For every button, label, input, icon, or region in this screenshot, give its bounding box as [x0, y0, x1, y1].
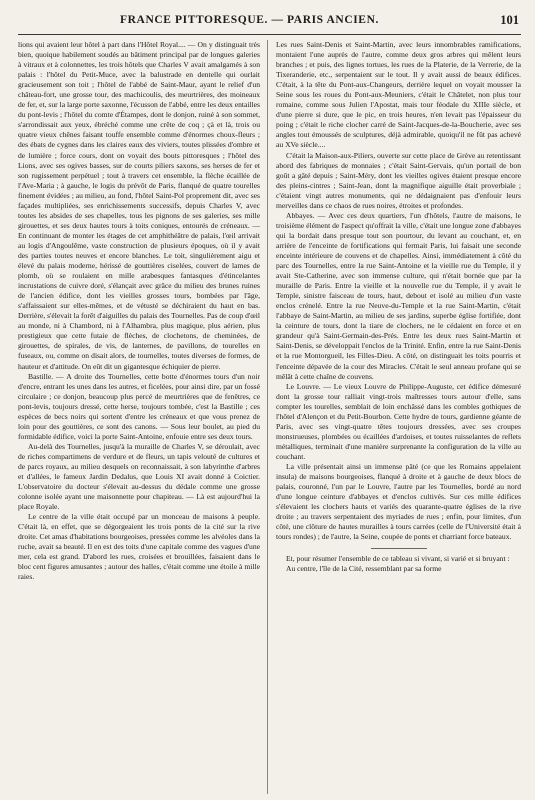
paragraph-bastille: Bastille. — A droite des Tournelles, cette botte d'énormes tours d'un noir d'encre, entrant les unes dans les autres, et ficelées, pour ainsi dire, par un fossé circulaire ; ce donjon, beaucoup plus percé de meurtrières que de fenêtres, ce pont-levis, toujours dressé, cette herse, toujours tombée, c'est la Bastille ; ces espèces de becs noirs qui sortent d'entre les créneaux et que vous prenez de loin pour des gouttières, ce sont des canons. — Sous leur boulet, au pied du formidable édifice, voici la porte Saint-Antoine, enfouie entre ses deux tours.: [18, 371, 260, 441]
running-title: FRANCE PITTORESQUE. — PARIS ANCIEN.: [120, 14, 379, 26]
paragraph-louvre: Le Louvre. — Le vieux Louvre de Philippe-Auguste, cet édifice démesuré dont la grosse tour ralliait vingt-trois maîtresses tours autour d'elle, sans compter les tourelles, semblait de loin enchâssé dans les combles gothiques de l'hôtel d'Alençon et du Petit-Bourbon. Cette hydre de tours, gardienne géante de Paris, avec ses vingt-quatre têtes toujours dressées, avec ses croupes monstrueuses, plombées ou écaillées d'ardoises, et toutes ruisselantes de reflets métalliques, terminait d'une manière surprenante la configuration de la ville au couchant.: [276, 381, 521, 461]
paragraph-streets: Les rues Saint-Denis et Saint-Martin, avec leurs innombrables ramifications, montaient l'une auprès de l'autre, comme deux gros arbres qui mêlent leurs branches ; et puis, des lignes tortues, les rues de la Platerie, de la Verrerie, de la Tixeranderie, etc., serpentaient sur le tout. Il y avait aussi de beaux édifices. C'était, à la tête du Pont-aux-Changeurs, derrière lequel on voyait mousser la Seine sous les roues du Pont-aux-Meuniers, c'était le Châtelet, non plus tour romaine, comme sous Julien l'Apostat, mais tour féodale du XIIIe siècle, et d'une pierre si dure, que le pic, en trois heures, n'en levait pas l'épaisseur du poing ; c'était le riche clocher carré de Saint-Jacques-de-la-Boucherie, avec ses angles tout émoussés de sculptures, déjà admirable, quoiqu'il ne fût pas achevé au XVe siècle....: [276, 40, 521, 150]
paragraph-ile-de-la-cite: Au centre, l'île de la Cité, ressemblant par sa forme: [286, 564, 442, 574]
paragraph-tournelles-gardens: Au-delà des Tournelles, jusqu'à la muraille de Charles V, se déroulait, avec de riches compartimens de verdure et de fleurs, un tapis velouté de cultures et de parcs royaux, au milieu desquels on reconnaissait, à son labyrinthe d'arbres et d'allées, le fameux Jardin Dedalus, que Louis XI avait donné à Coictier. L'observatoire du docteur s'élevait au-dessus du dédale comme une grosse colonne isolée ayant une maisonnette pour chapiteau. — Là est aujourd'hui la place Royale.: [18, 441, 260, 512]
right-column: [276, 40, 521, 796]
paragraph-maison-aux-piliers: C'était la Maison-aux-Piliers, ouverte sur cette place de Grève au retentissant abord des fabriques de monnaies ; c'était Saint-Gervais, qu'un portail de bon goût a gâté depuis ; Saint-Méry, dont les vieilles ogives étaient presque encore des pleins-cintres ; Saint-Jean, dont la magnifique aiguille était proverbiale ; c'étaient vingt autres monuments, qui ne dédaignaient pas d'enfouir leurs merveilles dans ce chaos de rues noires, étroites et profondes.: [276, 150, 521, 210]
paragraph-abbayes: Abbayes. — Avec ces deux quartiers, l'un d'hôtels, l'autre de maisons, le troisième élément de l'aspect qu'offrait la ville, c'était une longue zone d'abbayes qui la bordait dans presque tout son pourtour, du levant au couchant, et, en arrière de l'enceinte de fortifications qui fermait Paris, lui faisait une seconde enceinte intérieure de couvens et de chapelles. Ainsi, immédiatement à côté du parc des Tournelles, entre la rue Saint-Antoine et la vieille rue du Temple, il y avait Ste-Catherine, avec son immense culture, qui n'était bornée que par la muraille de Paris. Entre la vieille et la nouvelle rue du Temple, il y avait le Temple, sinistre faisceau de tours, haut, debout et isolé au milieu d'un vaste enclos crénelé. Entre la rue Neuve-du-Temple et la rue Saint-Martin, c'était l'abbaye de Saint-Martin, au milieu de ses jardins, superbe église fortifiée, dont la ceinture de tours, dont la tiare de clochers, ne le cédaient en force et en grandeur qu'à Saint-Germain-des-Prés. Entre les deux rues Saint-Martin et Saint-Denis, se développait l'enclos de la Trinité. Enfin, entre la rue Saint-Denis et la rue Montorgueil, les Filles-Dieu. A côté, on distinguait les toits pourris et l'enceinte dépavée de la cour des Miracles. C'était le seul anneau profane qui se mêlât à cette chaîne de couvens.: [276, 210, 521, 381]
paragraph-hotel-saint-pol: lions qui avaient leur hôtel à part dans l'Hôtel Royal.... — On y distinguait très bien, quoique habilement soudés au bâtiment principal par de longues galeries à vitraux et à colonnettes, les trois hôtels que Charles V avait amalgamés à son palais : l'hôtel du Petit-Muce, avec la balustrade en dentelle qui ourlait gracieusement son toit ; l'hôtel de l'abbé de Saint-Maur, ayant le relief d'un château-fort, une grosse tour, des machicoulis, des meurtrières, des moineaux de fer, et, sur la large porte saxonne, l'écusson de l'abbé, entre les deux entailles du pont-levis ; l'hôtel du comte d'Étampes, dont le donjon, ruiné à son sommet, s'arrondissait aux yeux, ébréché comme une crête de coq ; çà et là, trois ou quatre vieux chênes faisant touffe ensemble comme d'énormes choux-fleurs ; des ébats de cygnes dans les claires eaux des viviers, toutes plissées d'ombre et de lumière ; force cours, dont on voyait des bouts pittoresques ; l'hôtel des Lions, avec ses ogives basses, sur de courts piliers saxons, ses herses de fer et son rugissement perpétuel ; tout à travers cet ensemble, la flèche écaillée de l'Ave-Maria ; à gauche, le logis du prévôt de Paris, flanqué de quatre tourelles finement évidées ; au milieu, au fond, l'hôtel Saint-Pol proprement dit, avec ses façades multipliées, ses enrichissements successifs, depuis Charles V, avec toutes les absides de ses chapelles, tous les pignons de ses galeries, ses mille girouettes, et ses deux hautes tours à toits coniques, entourés de créneaux. — En continuant de monter les étages de cet amphithéâtre de palais, l'œil arrivait au logis d'Angoulême, vaste construction de plusieurs époques, où il y avait des parties toutes neuves et encore blanches. Le toit, singulièrement aigu et élevé du palais moderne, hérissé de gouttières ciselées, couvert de lames de plomb, où se roulaient en mille arabesques fantasques d'étincelantes incrustations de cuivre doré, s'élançait avec grâce du milieu des brunes ruines de l'ancien édifice, dont les vieilles grosses tours, bombées par l'âge, s'affaissaient sur elles-mêmes, et de vétusté se déchiraient du haut en bas. Derrière, s'élevait la forêt d'aiguilles du palais des Tournelles. Pas de coup d'œil au monde, ni à Chambord, ni à l'Alhambra, plus magique, plus aérien, plus prestigieux que cette futaie de flèches, de clochetons, de cheminées, de girouettes, de spirales, de vis, de lanternes, de pavillons, de tourelles en fuseaux, ou, comme on disait alors, de tournelles, toutes diverses de formes, de hauteur et d'attitude. On eût dit un gigantesque échiquier de pierre.: [18, 40, 260, 371]
column-divider: [267, 40, 268, 794]
section-separator: [371, 548, 427, 549]
paragraph-ville-summary: La ville présentait ainsi un immense pâté (ce que les Romains appelaient insula) de maisons bourgeoises, flanqué à droite et à gauche de deux blocs de palais, couronné, l'un par le Louvre, l'autre par les Tournelles, bordé au nord d'une longue ceinture d'abbayes et d'enclos cultivés. Sur ces mille édifices s'élevaient les clochers hauts et variés des quarante-quatre églises de la rive droite ; au travers serpentaient des myriades de rues ; enfin, pour limites, d'un côté, une clôture de hautes murailles à tours carrées (celle de l'Université était à tours rondes) ; de l'autre, la Seine, coupée de ponts et charriant force bateaux.: [276, 461, 521, 542]
paragraph-city-centre: Le centre de la ville était occupé par un monceau de maisons à peuple. C'était là, en effet, que se dégorgeaient les trois ponts de la cité sur la rive droite. Cet amas d'habitations bourgeoises, pressées comme les alvéoles dans la ruche, avait sa beauté. Il en est des toits d'une capitale comme des vagues d'une mer, cela est grand. D'abord les rues, croisées et brouillées, faisaient dans le bloc cent figures amusantes ; autour des halles, c'était comme une étoile à mille raies.: [18, 512, 260, 582]
paragraph-resume: Et, pour résumer l'ensemble de ce tableau si vivant, si varié et si bruyant :: [286, 554, 510, 564]
left-column: [18, 40, 260, 796]
page-number: 101: [500, 13, 519, 27]
page-header: [18, 12, 521, 35]
